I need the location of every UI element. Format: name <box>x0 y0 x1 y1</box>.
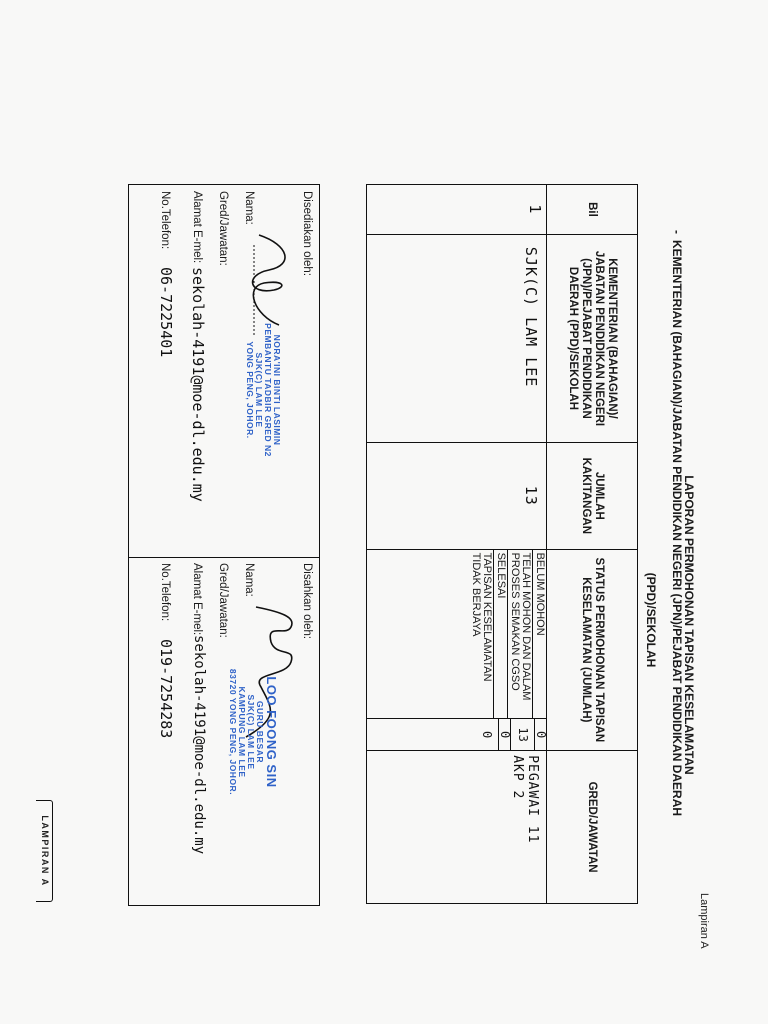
status-value-1: 13 <box>510 719 534 750</box>
approved-nama-label: Nama: <box>243 563 255 597</box>
approved-heading: Disahkan oleh: <box>301 563 313 640</box>
signature-table <box>128 184 320 906</box>
approved-email-label: Alamat E-mel: <box>191 563 203 636</box>
prepared-stamp-line3: SJK(C) LAM LEE <box>254 352 264 428</box>
prepared-heading: Disediakan oleh: <box>301 191 313 277</box>
lampiran-label-bottom: LAMPIRAN A <box>36 800 53 902</box>
status-label-2: SELESAI <box>493 550 507 718</box>
header-jumlah: JUMLAH KAKITANGAN <box>547 443 638 550</box>
prepared-email-value: sekolah-4191@moe-dl.edu.my <box>189 267 207 502</box>
approved-tel-label: No.Telefon: <box>159 563 171 622</box>
prepared-stamp-line2: PEMBANTU TADBIR GRED N2 <box>263 323 273 457</box>
gred-value-2: AKP 2 <box>510 755 525 800</box>
header-gred: GRED/JAWATAN <box>547 751 638 904</box>
bullet-dash: - <box>670 230 684 234</box>
sekolah-value: SJK(C) LAM LEE <box>522 246 540 388</box>
status-label-0: BELUM MOHON <box>532 550 546 718</box>
prepared-nama-label: Nama: <box>243 191 255 225</box>
report-subtitle-text: KEMENTERIAN (BAHAGIAN)/JABATAN PENDIDIKAN NEGERI (JPN)/PEJABAT PENDIDIKAN DAERAH <box>670 240 684 817</box>
cell-status-values <box>367 719 547 751</box>
prepared-gred-label: Gred/Jawatan: <box>217 191 229 266</box>
approved-stamp-line4: KAMPUNG LAM LEE <box>237 686 247 778</box>
bil-value: 1 <box>526 204 544 215</box>
report-table <box>366 184 638 904</box>
cell-jumlah <box>367 443 547 550</box>
approved-stamp-line5: 83720 YONG PENG, JOHOR. <box>228 668 238 796</box>
approved-section <box>129 557 319 905</box>
approved-stamp-line2: GURU BESAR <box>255 700 265 764</box>
approved-stamp <box>228 637 279 827</box>
approved-stamp-line1: LOO FOONG SIN <box>264 676 279 788</box>
prepared-email-label: Alamat E-mel: <box>191 191 203 264</box>
report-subtitle-2: (PPD)/SEKOLAH <box>644 572 658 668</box>
approved-tel-value: 019-7254283 <box>157 639 175 739</box>
status-label-1: TELAH MOHON DAN DALAM PROSES SEMAKAN CGSO <box>507 550 532 718</box>
status-values <box>475 719 546 750</box>
table-header-row <box>547 185 638 904</box>
prepared-tel-label: No.Telefon: <box>159 191 171 250</box>
gred-value-1: PEGAWAI 11 <box>525 755 540 844</box>
cell-bil <box>367 185 547 235</box>
approved-email-value: sekolah-4191@moe-dl.edu.my <box>191 635 207 855</box>
prepared-section <box>129 185 319 558</box>
header-kementerian: KEMENTERIAN (BAHAGIAN)/ JABATAN PENDIDIKAN NEGERI (JPN)/PEJABAT PENDIDIKAN DAERAH (PPD)/SEKOLAH <box>547 234 638 442</box>
prepared-stamp <box>245 305 281 475</box>
status-value-3: 0 <box>480 731 494 739</box>
prepared-tel-value: 06-7225401 <box>157 267 175 358</box>
lampiran-label-top: Lampiran A <box>698 893 710 949</box>
header-bil: Bil <box>547 185 638 235</box>
cell-gred <box>367 751 547 904</box>
prepared-stamp-line1: NORA'INI BINTI LASIMIN <box>272 334 282 446</box>
table-row <box>367 185 547 904</box>
approved-gred-label: Gred/Jawatan: <box>217 563 229 638</box>
report-subtitle <box>670 230 684 1010</box>
cell-status-labels <box>367 549 547 718</box>
jumlah-value: 13 <box>522 485 540 506</box>
report-title: LAPORAN PERMOHONAN TAPISAN KESELAMATAN <box>682 475 696 775</box>
prepared-stamp-line4: YONG PENG, JOHOR. <box>245 341 255 439</box>
status-value-0: 0 <box>534 719 546 750</box>
status-label-3: TAPISAN KESELAMATAN TIDAK BERJAYA <box>470 552 493 682</box>
cell-sekolah <box>367 234 547 442</box>
status-value-2: 0 <box>498 719 510 750</box>
header-status: STATUS PERMOHONAN TAPISAN KESELAMATAN (JUMLAH) <box>547 549 638 751</box>
approved-stamp-line3: SJK(C) LAM LEE <box>246 694 256 770</box>
